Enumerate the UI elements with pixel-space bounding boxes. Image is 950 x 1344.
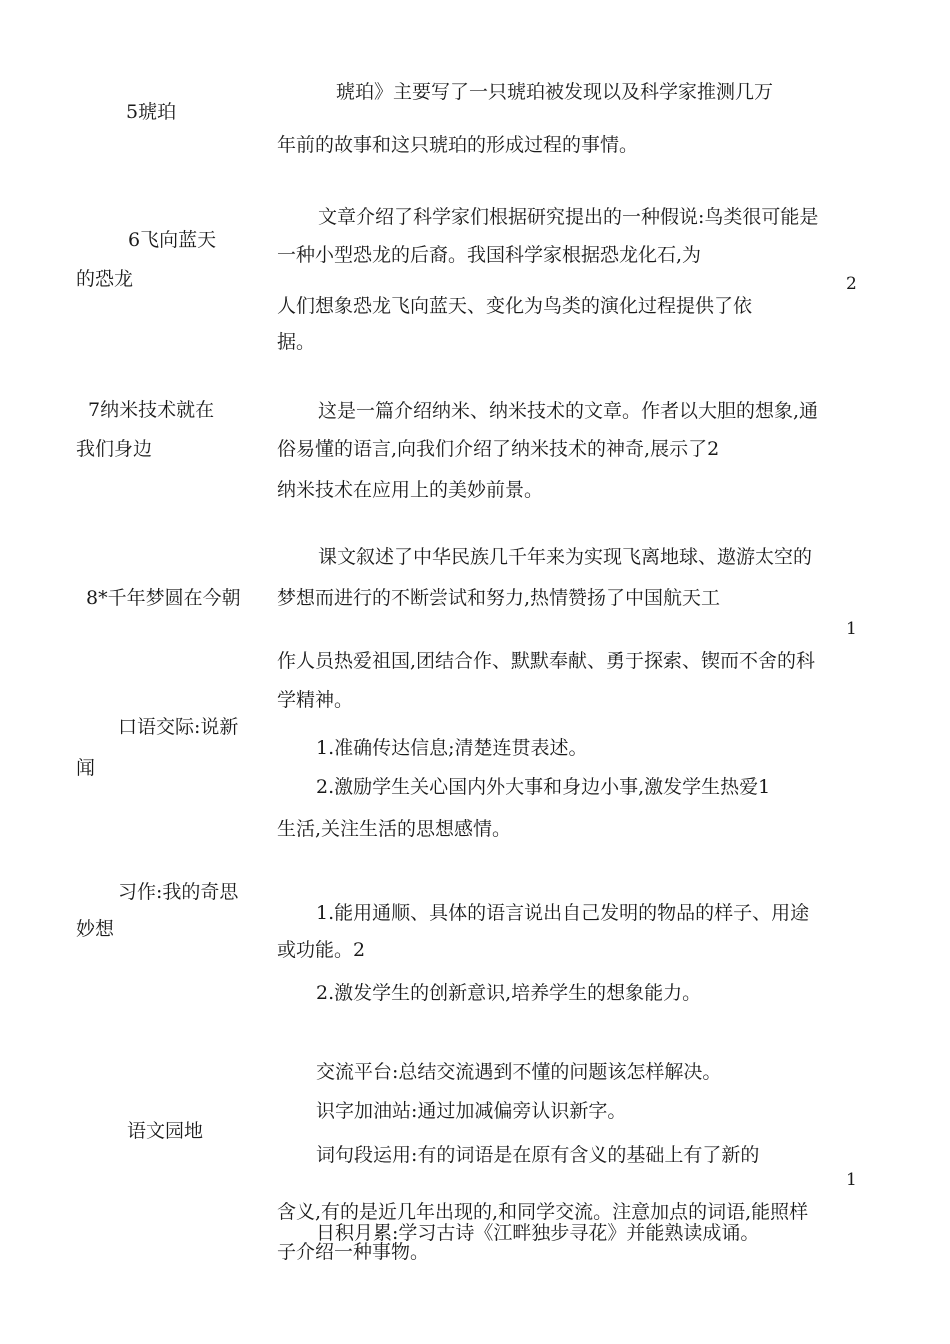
lesson-title: 的恐龙 bbox=[76, 268, 134, 290]
lesson-description-line: 生活,关注生活的思想感情。 bbox=[277, 818, 512, 840]
lesson-description-line: 1.准确传达信息;清楚连贯表述。 bbox=[316, 737, 588, 759]
lesson-description-line: 2.激励学生关心国内外大事和身边小事,激发学生热爱1 bbox=[316, 776, 771, 798]
lesson-description-line: 琥珀》主要写了一只琥珀被发现以及科学家推测几万 bbox=[336, 81, 774, 103]
lesson-title: 口语交际:说新 bbox=[118, 716, 239, 738]
lesson-title: 语文园地 bbox=[127, 1120, 204, 1142]
lesson-description-line: 作人员热爱祖国,团结合作、默默奉献、勇于探索、锲而不舍的科 bbox=[277, 650, 816, 672]
lesson-title: 5琥珀 bbox=[126, 101, 177, 123]
lesson-description-line: 这是一篇介绍纳米、纳米技术的文章。作者以大胆的想象,通 bbox=[318, 400, 819, 422]
lesson-description-line: 2.激发学生的创新意识,培养学生的想象能力。 bbox=[316, 982, 702, 1004]
lesson-description-line: 梦想而进行的不断尝试和努力,热情赞扬了中国航天工 bbox=[277, 587, 721, 609]
lesson-title: 6飞向蓝天 bbox=[128, 229, 217, 251]
lesson-description-line: 或功能。2 bbox=[277, 939, 366, 961]
lesson-title: 我们身边 bbox=[76, 438, 153, 460]
class-hours: 1 bbox=[846, 1170, 857, 1190]
lesson-description-line: 识字加油站:通过加减偏旁认识新字。 bbox=[316, 1100, 627, 1122]
lesson-description-line: 俗易懂的语言,向我们介绍了纳米技术的神奇,展示了2 bbox=[277, 438, 720, 460]
lesson-description-line: 1.能用通顺、具体的语言说出自己发明的物品的样子、用途 bbox=[316, 902, 810, 924]
lesson-description-line: 一种小型恐龙的后裔。我国科学家根据恐龙化石,为 bbox=[277, 244, 702, 266]
lesson-description-line: 课文叙述了中华民族几千年来为实现飞离地球、遨游太空的 bbox=[318, 546, 813, 568]
lesson-description-line: 日积月累:学习古诗《江畔独步寻花》并能熟读成诵。 bbox=[316, 1222, 760, 1244]
lesson-description-line: 人们想象恐龙飞向蓝天、变化为鸟类的演化过程提供了依 bbox=[277, 295, 753, 317]
class-hours: 1 bbox=[846, 619, 857, 639]
lesson-description-line: 据。 bbox=[277, 331, 316, 353]
lesson-description-line: 年前的故事和这只琥珀的形成过程的事情。 bbox=[277, 134, 639, 156]
lesson-description-line: 纳米技术在应用上的美妙前景。 bbox=[277, 479, 544, 501]
lesson-description-line: 含义,有的是近几年出现的,和同学交流。注意加点的词语,能照样 bbox=[277, 1201, 809, 1223]
lesson-title: 习作:我的奇思 bbox=[118, 881, 239, 903]
lesson-description-line: 文章介绍了科学家们根据研究提出的一种假说:鸟类很可能是 bbox=[318, 206, 819, 228]
lesson-title: 8*千年梦圆在今朝 bbox=[86, 587, 241, 609]
lesson-description-line: 学精神。 bbox=[277, 689, 354, 711]
lesson-description-line: 子介绍一种事物。 bbox=[277, 1241, 430, 1263]
lesson-title: 闻 bbox=[76, 757, 96, 779]
lesson-title: 7纳米技术就在 bbox=[88, 399, 215, 421]
class-hours: 2 bbox=[846, 274, 857, 294]
lesson-description-line: 交流平台:总结交流遇到不懂的问题该怎样解决。 bbox=[316, 1061, 722, 1083]
lesson-title: 妙想 bbox=[76, 918, 115, 940]
lesson-description-line: 词句段运用:有的词语是在原有含义的基础上有了新的 bbox=[316, 1144, 760, 1166]
